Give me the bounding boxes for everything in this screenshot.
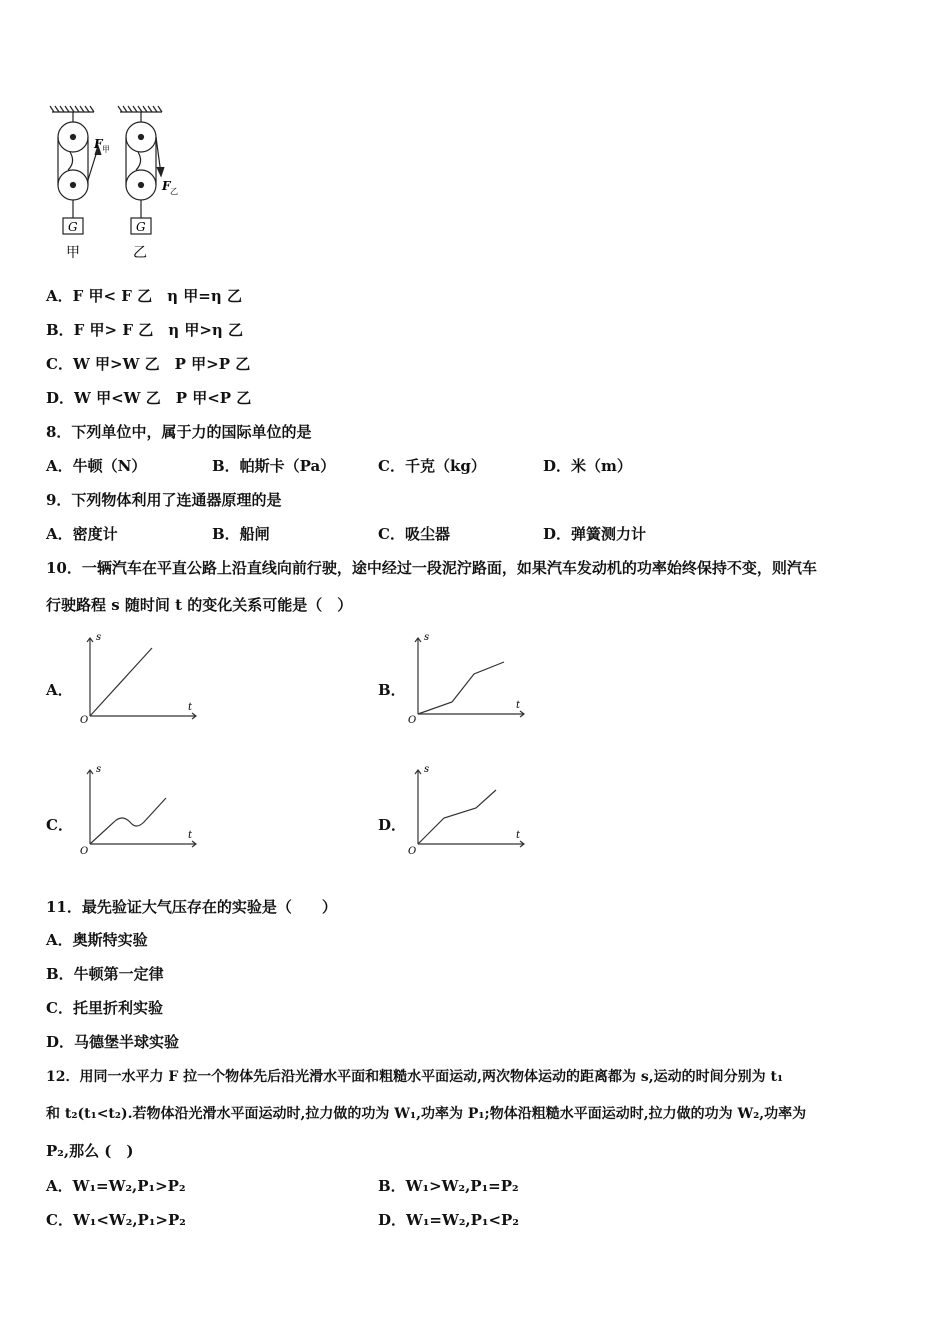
weight-label-yi: G <box>136 220 146 234</box>
q7-option-a[interactable]: A．F 甲< F 乙 η 甲=η 乙 <box>46 287 242 305</box>
q12-stem-line2: 和 t₂(t₁<t₂).若物体沿光滑水平面运动时,拉力做的功为 W₁,功率为 P₁;物体沿粗糙水平面运动时,拉力做的功为 W₂,功率为 <box>46 1106 807 1122</box>
graph-a-line <box>90 648 152 716</box>
graph-b-axis-t: t <box>516 700 521 711</box>
q11-option-b[interactable]: B．牛顿第一定律 <box>46 965 164 983</box>
pulley-figure <box>40 100 200 265</box>
graph-b-origin: O <box>408 715 417 726</box>
graph-d-axis-s: s <box>424 764 430 775</box>
q11-option-c[interactable]: C．托里折利实验 <box>46 999 163 1017</box>
q9-option-c[interactable]: C．吸尘器 <box>378 525 450 543</box>
graph-c-axis-s: s <box>96 764 102 775</box>
q10-option-d[interactable]: D． <box>378 816 407 834</box>
q10-graph-d <box>404 762 528 860</box>
graph-d-line <box>418 790 496 844</box>
graph-a-axis-s: s <box>96 632 102 643</box>
q8-option-c[interactable]: C．千克（kg） <box>378 457 486 475</box>
graph-b-axis-s: s <box>424 632 430 643</box>
q10-graph-a <box>76 628 200 726</box>
q8-stem: 8．下列单位中，属于力的国际单位的是 <box>46 423 312 441</box>
q10-option-b[interactable]: B． <box>378 681 406 699</box>
q10-stem-line2: 行驶路程 s 随时间 t 的变化关系可能是（ ） <box>46 596 353 614</box>
q10-graph-b <box>404 628 528 726</box>
q11-option-d[interactable]: D．马德堡半球实验 <box>46 1033 180 1051</box>
q12-option-b[interactable]: B．W₁>W₂,P₁=P₂ <box>378 1177 519 1195</box>
graph-a-axis-t: t <box>188 702 193 713</box>
pulley-label-yi: 乙 <box>133 245 147 261</box>
graph-b-line <box>418 662 504 714</box>
weight-label-jia: G <box>68 220 78 234</box>
q9-option-a[interactable]: A．密度计 <box>46 525 118 543</box>
q12-option-d[interactable]: D．W₁=W₂,P₁<P₂ <box>378 1211 519 1229</box>
q12-option-c[interactable]: C．W₁<W₂,P₁>P₂ <box>46 1211 186 1229</box>
force-sub-yi: 乙 <box>170 187 178 196</box>
pulley-label-jia: 甲 <box>66 245 80 261</box>
graph-a-origin: O <box>80 715 89 726</box>
graph-d-axis-t: t <box>516 830 521 841</box>
q8-option-b[interactable]: B．帕斯卡（Pa） <box>212 457 336 475</box>
graph-c-origin: O <box>80 846 89 857</box>
graph-c-line <box>90 798 166 844</box>
q11-option-a[interactable]: A．奥斯特实验 <box>46 931 148 949</box>
q10-option-a[interactable]: A． <box>46 681 73 699</box>
graph-c-axis-t: t <box>188 830 193 841</box>
q12-option-a[interactable]: A．W₁=W₂,P₁>P₂ <box>46 1177 186 1195</box>
graph-d-origin: O <box>408 846 417 857</box>
q9-stem: 9．下列物体利用了连通器原理的是 <box>46 491 282 509</box>
q10-stem-line1: 10．一辆汽车在平直公路上沿直线向前行驶，途中经过一段泥泞路面，如果汽车发动机的功率始终保持不变，则汽车 <box>46 559 817 577</box>
q10-graph-c <box>76 762 200 860</box>
force-sub-jia: 甲 <box>102 145 110 154</box>
q11-stem: 11．最先验证大气压存在的实验是（ ） <box>46 898 337 916</box>
q8-option-a[interactable]: A．牛顿（N） <box>46 457 147 475</box>
q9-option-d[interactable]: D．弹簧测力计 <box>543 525 647 543</box>
q10-option-c[interactable]: C． <box>46 816 73 834</box>
q7-option-c[interactable]: C．W 甲>W 乙 P 甲>P 乙 <box>46 355 251 373</box>
force-label-jia: F <box>94 137 103 151</box>
q12-stem-line3: P₂,那么 ( ) <box>46 1142 134 1160</box>
q7-option-d[interactable]: D．W 甲<W 乙 P 甲<P 乙 <box>46 389 252 407</box>
q9-option-b[interactable]: B．船闸 <box>212 525 270 543</box>
force-label-yi: F <box>162 179 171 193</box>
q7-option-b[interactable]: B．F 甲> F 乙 η 甲>η 乙 <box>46 321 244 339</box>
q12-stem-line1: 12．用同一水平力 F 拉一个物体先后沿光滑水平面和粗糙水平面运动,两次物体运动的距离都为 s,运动的时间分别为 t₁ <box>46 1069 784 1085</box>
q8-option-d[interactable]: D．米（m） <box>543 457 632 475</box>
